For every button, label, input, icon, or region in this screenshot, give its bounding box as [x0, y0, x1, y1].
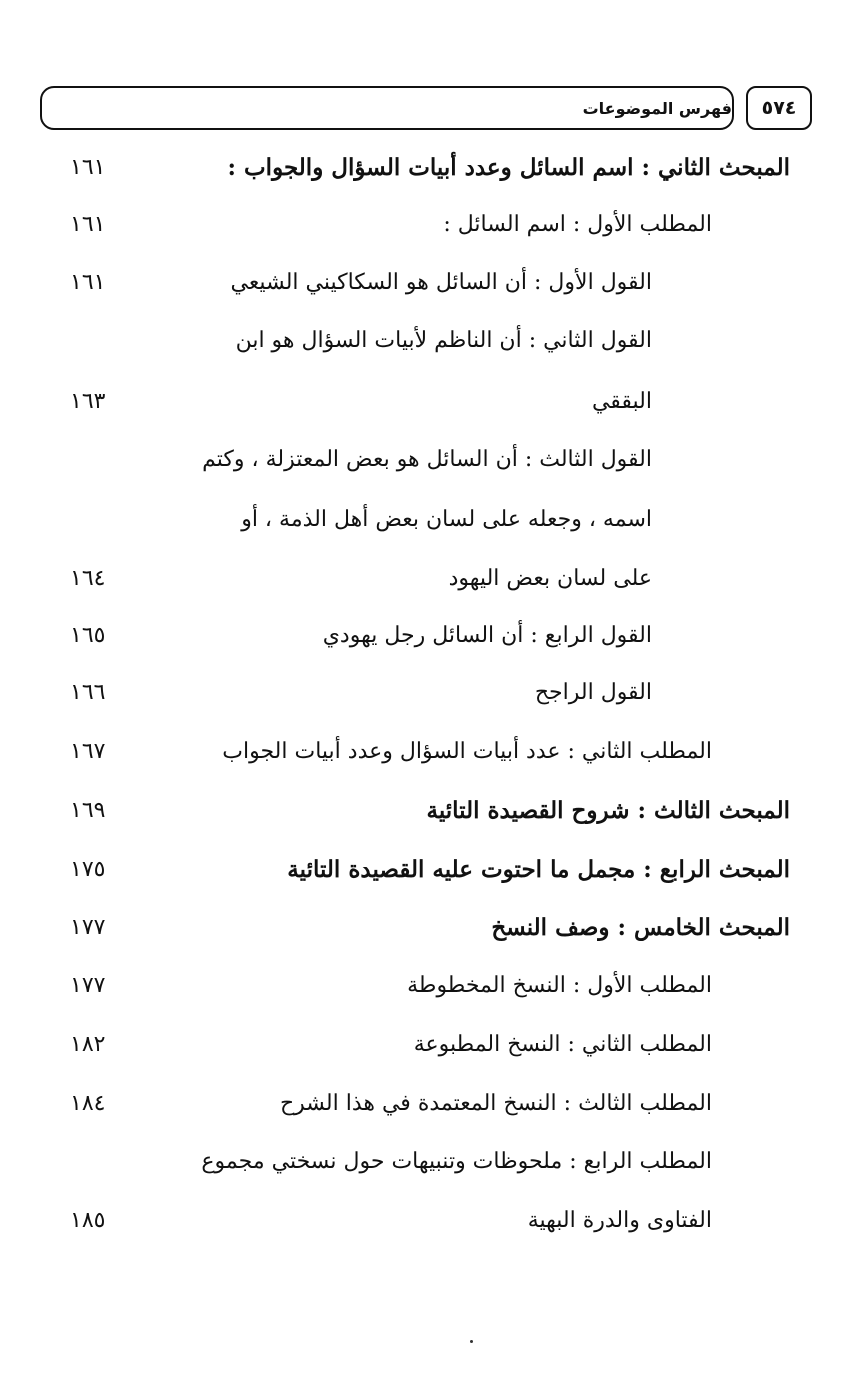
toc-entry-page: ١٧٥ [70, 857, 106, 882]
toc-entry-text: الفتاوى والدرة البهية [527, 1208, 712, 1233]
toc-entry-text: المبحث الثاني : اسم السائل وعدد أبيات السؤال والجواب : [227, 154, 790, 181]
header-page-number: ٥٧٤ [761, 97, 797, 119]
ink-speck [470, 1340, 473, 1343]
toc-entry-page: ١٨٤ [70, 1091, 106, 1116]
header-title: فهرس الموضوعات [582, 98, 732, 118]
toc-entry-text: القول الثاني : أن الناظم لأبيات السؤال هو ابن [235, 328, 652, 353]
toc-entry-page: ١٦١ [70, 270, 106, 295]
toc-entry-text: القول الأول : أن السائل هو السكاكيني الشيعي [230, 270, 652, 295]
toc-entry-text: المطلب الرابع : ملحوظات وتنبيهات حول نسختي مجموع [201, 1149, 712, 1174]
header-title-box [40, 86, 734, 130]
toc-entry-text: القول الرابع : أن السائل رجل يهودي [322, 623, 652, 648]
toc-entry-page [70, 1134, 140, 1190]
toc-entry [60, 1134, 790, 1190]
toc-entry [60, 1193, 790, 1249]
toc-entry-page: ١٦٧ [70, 739, 106, 764]
toc-entry-page: ١٦٥ [70, 623, 106, 648]
toc-entry-text: المطلب الثاني : عدد أبيات السؤال وعدد أبيات الجواب [222, 739, 712, 764]
toc-entry-page: ١٧٧ [70, 973, 106, 998]
toc-entry-text: المطلب الأول : اسم السائل : [443, 212, 712, 237]
toc-entry [60, 197, 790, 253]
toc-entry-text: اسمه ، وجعله على لسان بعض أهل الذمة ، أو [241, 507, 652, 532]
toc-entry [60, 432, 790, 488]
running-header [40, 86, 812, 132]
toc-entry-page: ١٦٤ [70, 566, 106, 591]
toc-entry-page: ١٦٦ [70, 680, 106, 705]
toc-entry-text: القول الثالث : أن السائل هو بعض المعتزلة ، وكتم [202, 447, 652, 472]
toc-entry-text: المطلب الثالث : النسخ المعتمدة في هذا الشرح [279, 1091, 712, 1116]
toc-entry [60, 255, 790, 311]
toc-entry [60, 783, 790, 839]
toc-entry [60, 1017, 790, 1073]
toc-entry [60, 724, 790, 780]
toc-entry [60, 551, 790, 607]
toc-entry [60, 1076, 790, 1132]
toc-entry [60, 842, 790, 898]
toc-entry [60, 140, 790, 196]
toc-entry [60, 608, 790, 664]
toc-entry-text: على لسان بعض اليهود [448, 566, 652, 591]
toc-entry-text: المطلب الأول : النسخ المخطوطة [407, 973, 712, 998]
toc-entry-text: القول الراجح [534, 680, 652, 705]
header-page-box [746, 86, 812, 130]
toc-entry-page: ١٦٩ [70, 798, 106, 823]
toc-entry-text: البققي [591, 389, 652, 414]
toc-entry [60, 900, 790, 956]
toc-entry [60, 665, 790, 721]
toc-entry-page: ١٦١ [70, 155, 106, 180]
toc-entry-page: ١٦٣ [70, 389, 106, 414]
toc-entry-page [70, 492, 140, 548]
toc-entry-page: ١٨٢ [70, 1032, 106, 1057]
toc-entry-page [70, 432, 140, 488]
toc-entry-text: المبحث الخامس : وصف النسخ [491, 914, 790, 941]
toc-entry-page [70, 313, 140, 369]
toc-entry-page: ١٦١ [70, 212, 106, 237]
toc-entry [60, 374, 790, 430]
toc-entry-text: المبحث الثالث : شروح القصيدة التائية [426, 797, 790, 824]
toc-entry-page: ١٧٧ [70, 915, 106, 940]
toc-entry [60, 313, 790, 369]
toc-entry [60, 958, 790, 1014]
toc-entry-text: المبحث الرابع : مجمل ما احتوت عليه القصيدة التائية [287, 856, 790, 883]
toc-entry-text: المطلب الثاني : النسخ المطبوعة [413, 1032, 712, 1057]
toc-entry-page: ١٨٥ [70, 1208, 106, 1233]
toc-entry [60, 492, 790, 548]
